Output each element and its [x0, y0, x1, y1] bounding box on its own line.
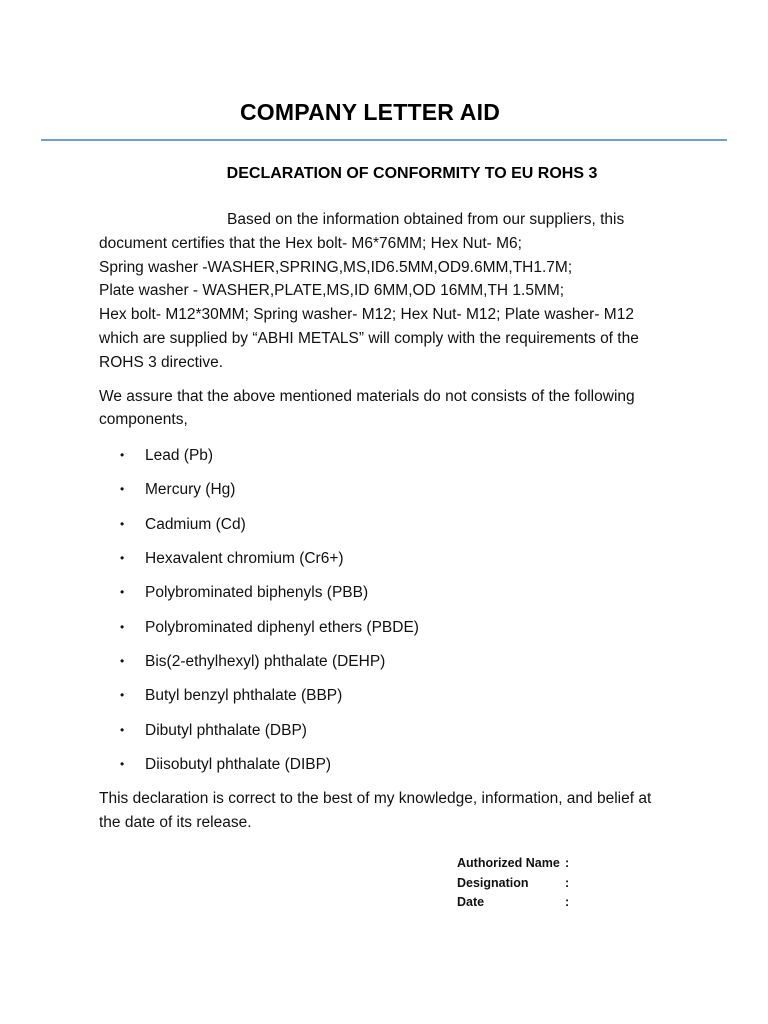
substance-name: Polybrominated biphenyls (PBB)	[145, 584, 369, 602]
substance-name: Hexavalent chromium (Cr6+)	[145, 550, 344, 568]
substance-name: Bis(2-ethylhexyl) phthalate (DEHP)	[145, 652, 386, 670]
paragraph-line: Plate washer - WASHER,PLATE,MS,ID 6MM,OD 16MM,TH 1.5MM;	[99, 282, 565, 300]
bullet-icon: •	[120, 516, 125, 531]
substance-name: Dibutyl phthalate (DBP)	[145, 721, 307, 739]
bullet-icon: •	[120, 722, 125, 737]
bullet-icon: •	[120, 653, 125, 668]
paragraph-line: ROHS 3 directive.	[99, 353, 224, 371]
list-item	[99, 753, 699, 787]
field-separator: :	[565, 895, 570, 909]
paragraph-line: the date of its release.	[99, 813, 252, 831]
paragraph-line: Hex bolt- M12*30MM; Spring washer- M12; Hex Nut- M12; Plate washer- M12	[99, 306, 634, 324]
list-item	[99, 444, 699, 478]
signature-row-authorized-name	[457, 854, 570, 874]
signature-block	[457, 854, 570, 913]
paragraph-line: Spring washer -WASHER,SPRING,MS,ID6.5MM,OD9.6MM,TH1.7M;	[99, 258, 573, 276]
substance-name: Cadmium (Cd)	[145, 515, 246, 533]
bullet-icon: •	[120, 551, 125, 566]
company-title: COMPANY LETTER AID	[239, 99, 500, 125]
list-item	[99, 684, 699, 718]
list-item	[99, 547, 699, 581]
substance-name: Butyl benzyl phthalate (BBP)	[145, 687, 343, 705]
list-item	[99, 616, 699, 650]
field-label: Authorized Name	[457, 856, 560, 870]
restricted-substances-list	[99, 444, 699, 787]
signature-row-designation	[457, 874, 570, 894]
paragraph-line: Based on the information obtained from our suppliers, this	[227, 211, 625, 228]
bullet-icon: •	[120, 756, 125, 771]
paragraph-line: We assure that the above mentioned materials do not consists of the following	[99, 387, 635, 405]
field-separator: :	[565, 875, 570, 890]
substance-name: Polybrominated diphenyl ethers (PBDE)	[145, 618, 419, 636]
list-item	[99, 650, 699, 684]
bullet-icon: •	[120, 619, 125, 634]
list-item	[99, 513, 699, 547]
field-label: Designation	[457, 875, 529, 890]
closing-paragraph	[99, 787, 699, 835]
header-divider	[41, 139, 727, 141]
list-item	[99, 719, 699, 753]
paragraph-line: This declaration is correct to the best of my knowledge, information, and belief at	[99, 790, 652, 808]
declaration-body	[99, 208, 699, 835]
field-separator: :	[565, 856, 570, 870]
paragraph-line: document certifies that the Hex bolt- M6*76MM; Hex Nut- M6;	[99, 234, 522, 252]
bullet-icon: •	[120, 688, 125, 703]
substance-name: Lead (Pb)	[145, 447, 214, 465]
assurance-paragraph	[99, 385, 699, 433]
list-item	[99, 478, 699, 512]
bullet-icon: •	[120, 448, 125, 463]
paragraph-line: which are supplied by “ABHI METALS” will comply with the requirements of the	[99, 329, 639, 347]
signature-row-date	[457, 893, 570, 913]
bullet-icon: •	[120, 585, 125, 600]
substance-name: Diisobutyl phthalate (DIBP)	[145, 755, 332, 773]
declaration-heading: DECLARATION OF CONFORMITY TO EU ROHS 3	[226, 165, 598, 182]
field-label: Date	[457, 895, 485, 909]
bullet-icon: •	[120, 482, 125, 497]
substance-name: Mercury (Hg)	[145, 481, 236, 499]
paragraph-line: components,	[99, 411, 188, 429]
certification-paragraph	[99, 208, 699, 375]
list-item	[99, 581, 699, 615]
